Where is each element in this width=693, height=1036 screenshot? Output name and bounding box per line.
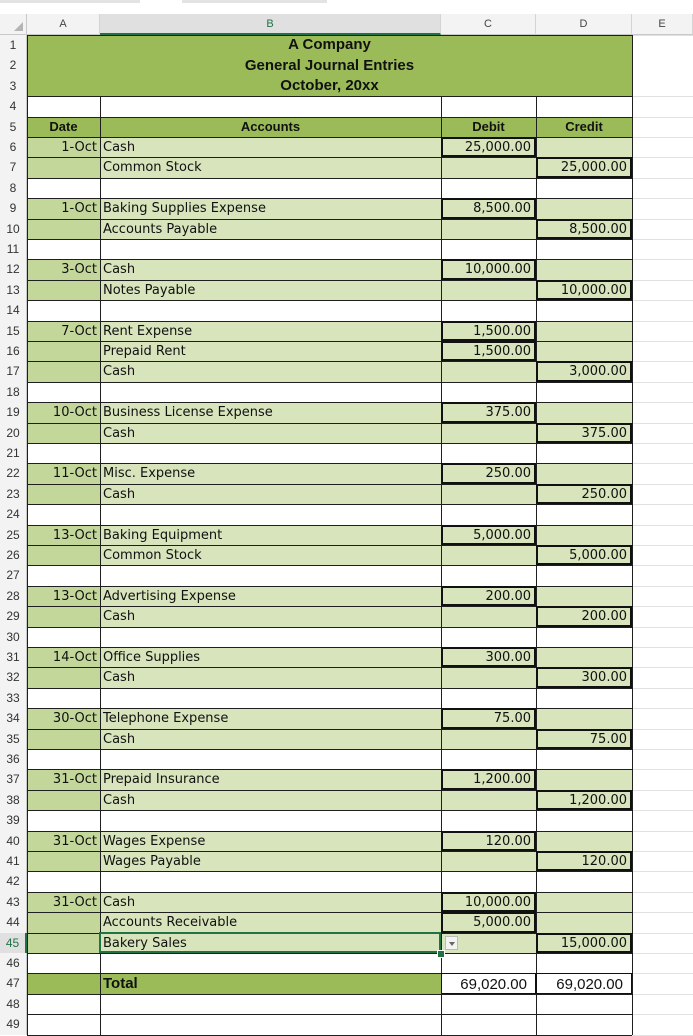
row-border-light bbox=[632, 973, 693, 974]
row-header-11[interactable]: 11 bbox=[0, 239, 27, 259]
row-border bbox=[27, 565, 632, 566]
column-header-c[interactable]: C bbox=[441, 14, 536, 35]
row-border bbox=[27, 994, 632, 995]
row-header-10[interactable]: 10 bbox=[0, 219, 27, 239]
entry-date[interactable] bbox=[27, 912, 100, 933]
entry-credit[interactable] bbox=[536, 463, 632, 484]
header-debit: Debit bbox=[472, 119, 505, 134]
header-accounts: Accounts bbox=[240, 119, 301, 134]
entry-debit[interactable] bbox=[441, 280, 536, 300]
entry-credit[interactable] bbox=[536, 341, 632, 361]
entry-credit[interactable]: 375.00 bbox=[536, 423, 632, 443]
row-border bbox=[27, 239, 632, 240]
row-header-29[interactable]: 29 bbox=[0, 606, 27, 627]
row-border-light bbox=[632, 994, 693, 995]
row-header-32[interactable]: 32 bbox=[0, 667, 27, 688]
entry-date[interactable]: 14-Oct bbox=[52, 650, 97, 665]
entry-date[interactable]: 1-Oct bbox=[61, 201, 97, 216]
entry-debit[interactable]: 375.00 bbox=[441, 402, 536, 423]
entry-account[interactable]: Prepaid Rent bbox=[103, 344, 186, 359]
entry-account[interactable]: Cash bbox=[103, 426, 136, 441]
entry-debit[interactable] bbox=[441, 729, 536, 749]
entry-account[interactable]: Wages Expense bbox=[103, 834, 206, 849]
entry-date[interactable] bbox=[27, 219, 100, 239]
entry-account[interactable]: Bakery Sales bbox=[103, 936, 187, 951]
entry-debit[interactable] bbox=[441, 667, 536, 688]
row-header-39[interactable]: 39 bbox=[0, 810, 27, 831]
row-border-light bbox=[632, 504, 693, 505]
entry-credit[interactable] bbox=[536, 831, 632, 851]
row-border-light bbox=[632, 361, 693, 362]
row-header-6[interactable]: 6 bbox=[0, 137, 27, 157]
row-header-42[interactable]: 42 bbox=[0, 871, 27, 892]
entry-debit[interactable]: 75.00 bbox=[441, 708, 536, 729]
entry-date[interactable]: 31-Oct bbox=[52, 772, 97, 787]
row-border-light bbox=[632, 280, 693, 281]
entry-credit[interactable]: 25,000.00 bbox=[536, 157, 632, 178]
row-border-light bbox=[632, 586, 693, 587]
entry-credit[interactable]: 15,000.00 bbox=[536, 933, 632, 953]
row-header-18[interactable]: 18 bbox=[0, 382, 27, 402]
entry-credit[interactable] bbox=[536, 708, 632, 729]
entry-debit[interactable]: 10,000.00 bbox=[441, 259, 536, 280]
title-report: General Journal Entries bbox=[244, 57, 415, 74]
entry-credit[interactable]: 250.00 bbox=[536, 484, 632, 504]
entry-account[interactable]: Advertising Expense bbox=[103, 589, 236, 604]
entry-account[interactable]: Accounts Receivable bbox=[103, 915, 238, 930]
entry-date[interactable] bbox=[27, 341, 100, 361]
entry-date[interactable] bbox=[27, 606, 100, 627]
row-header-35[interactable]: 35 bbox=[0, 729, 27, 749]
entry-debit[interactable]: 120.00 bbox=[441, 831, 536, 851]
row-border bbox=[27, 953, 632, 954]
entry-account[interactable]: Common Stock bbox=[103, 548, 202, 563]
dropdown-arrow-icon[interactable] bbox=[445, 936, 458, 950]
entry-account[interactable]: Telephone Expense bbox=[103, 711, 229, 726]
row-header-9[interactable]: 9 bbox=[0, 198, 27, 219]
row-border bbox=[27, 443, 632, 444]
entry-account[interactable]: Wages Payable bbox=[103, 854, 201, 869]
row-header-23[interactable]: 23 bbox=[0, 484, 27, 504]
row-header-20[interactable]: 20 bbox=[0, 423, 27, 443]
row-header-1[interactable]: 1 bbox=[0, 35, 27, 55]
entry-debit[interactable] bbox=[441, 790, 536, 810]
entry-credit[interactable]: 8,500.00 bbox=[536, 219, 632, 239]
row-border-light bbox=[632, 953, 693, 954]
entry-account[interactable]: Baking Supplies Expense bbox=[103, 201, 266, 216]
entry-date[interactable]: 30-Oct bbox=[52, 711, 97, 726]
row-border-light bbox=[632, 117, 693, 118]
entry-debit[interactable]: 5,000.00 bbox=[441, 525, 536, 545]
row-border-light bbox=[632, 545, 693, 546]
row-header-25[interactable]: 25 bbox=[0, 525, 27, 545]
row-border bbox=[27, 504, 632, 505]
row-border-light bbox=[632, 871, 693, 872]
row-header-44[interactable]: 44 bbox=[0, 912, 27, 933]
total-debit[interactable]: 69,020.00 bbox=[441, 973, 536, 994]
entry-debit[interactable] bbox=[441, 851, 536, 871]
entry-credit[interactable] bbox=[536, 912, 632, 933]
entry-date[interactable]: 31-Oct bbox=[52, 895, 97, 910]
row-border-light bbox=[632, 667, 693, 668]
row-header-19[interactable]: 19 bbox=[0, 402, 27, 423]
entry-credit[interactable]: 120.00 bbox=[536, 851, 632, 871]
row-header-22[interactable]: 22 bbox=[0, 463, 27, 484]
row-border bbox=[27, 96, 632, 97]
row-header-7[interactable]: 7 bbox=[0, 157, 27, 178]
row-header-33[interactable]: 33 bbox=[0, 688, 27, 708]
total-label: Total bbox=[103, 975, 138, 992]
entry-debit[interactable]: 5,000.00 bbox=[441, 912, 536, 933]
row-header-3[interactable]: 3 bbox=[0, 76, 27, 96]
row-border bbox=[27, 300, 632, 301]
row-header-2[interactable]: 2 bbox=[0, 55, 27, 76]
entry-credit[interactable] bbox=[536, 198, 632, 219]
entry-debit[interactable]: 8,500.00 bbox=[441, 198, 536, 219]
row-border-light bbox=[632, 790, 693, 791]
entry-date[interactable]: 3-Oct bbox=[61, 262, 97, 277]
row-border bbox=[27, 871, 632, 872]
row-border bbox=[27, 178, 632, 179]
row-border-light bbox=[632, 219, 693, 220]
row-border-light bbox=[632, 647, 693, 648]
entry-debit[interactable]: 300.00 bbox=[441, 647, 536, 667]
row-header-14[interactable]: 14 bbox=[0, 300, 27, 321]
row-header-15[interactable]: 15 bbox=[0, 321, 27, 341]
row-border-light bbox=[632, 382, 693, 383]
row-header-45[interactable]: 45 bbox=[0, 933, 27, 953]
row-header-37[interactable]: 37 bbox=[0, 769, 27, 790]
entry-account[interactable]: Cash bbox=[103, 262, 136, 277]
row-border-light bbox=[632, 423, 693, 424]
row-border bbox=[27, 382, 632, 383]
entry-credit[interactable] bbox=[536, 321, 632, 341]
row-border-light bbox=[632, 606, 693, 607]
entry-credit[interactable]: 75.00 bbox=[536, 729, 632, 749]
entry-credit[interactable]: 1,200.00 bbox=[536, 790, 632, 810]
column-header-a[interactable]: A bbox=[27, 14, 100, 35]
row-border-light bbox=[632, 851, 693, 852]
entry-debit[interactable] bbox=[441, 606, 536, 627]
entry-date[interactable]: 13-Oct bbox=[52, 528, 97, 543]
row-border-light bbox=[632, 1014, 693, 1015]
row-header-34[interactable]: 34 bbox=[0, 708, 27, 729]
entry-debit[interactable]: 10,000.00 bbox=[441, 892, 536, 912]
row-border-light bbox=[632, 810, 693, 811]
entry-debit[interactable] bbox=[441, 484, 536, 504]
row-header-13[interactable]: 13 bbox=[0, 280, 27, 300]
entry-credit[interactable] bbox=[536, 892, 632, 912]
row-border bbox=[27, 810, 632, 811]
row-border-light bbox=[632, 157, 693, 158]
entry-date[interactable]: 11-Oct bbox=[52, 466, 97, 481]
row-border-light bbox=[632, 178, 693, 179]
row-border-light bbox=[632, 239, 693, 240]
row-border bbox=[27, 749, 632, 750]
row-border-light bbox=[632, 729, 693, 730]
entry-credit[interactable] bbox=[536, 137, 632, 157]
entry-account[interactable]: Cash bbox=[103, 140, 136, 155]
entry-credit[interactable] bbox=[536, 402, 632, 423]
entry-date[interactable] bbox=[27, 790, 100, 810]
entry-date[interactable] bbox=[27, 545, 100, 565]
entry-account[interactable]: Cash bbox=[103, 732, 136, 747]
row-border-light bbox=[632, 525, 693, 526]
fill-handle[interactable] bbox=[437, 950, 445, 958]
row-header-47[interactable]: 47 bbox=[0, 973, 27, 994]
row-border-light bbox=[632, 96, 693, 97]
header-date: Date bbox=[49, 119, 78, 134]
row-border-light bbox=[632, 627, 693, 628]
row-border-light bbox=[632, 259, 693, 260]
entry-date[interactable] bbox=[27, 667, 100, 688]
entry-credit[interactable]: 5,000.00 bbox=[536, 545, 632, 565]
entry-account[interactable]: Misc. Expense bbox=[103, 466, 196, 481]
row-header-49[interactable]: 49 bbox=[0, 1014, 27, 1035]
row-border-light bbox=[632, 137, 693, 138]
row-border bbox=[27, 1014, 632, 1015]
header-credit: Credit bbox=[565, 119, 603, 134]
entry-account[interactable]: Business License Expense bbox=[103, 405, 273, 420]
entry-date[interactable] bbox=[27, 423, 100, 443]
column-header-e[interactable]: E bbox=[632, 14, 693, 35]
row-border-light bbox=[632, 443, 693, 444]
row-border-light bbox=[632, 933, 693, 934]
entry-debit[interactable] bbox=[441, 219, 536, 239]
row-header-16[interactable]: 16 bbox=[0, 341, 27, 361]
entry-credit[interactable] bbox=[536, 525, 632, 545]
row-border-light bbox=[632, 912, 693, 913]
entry-date[interactable]: 31-Oct bbox=[52, 834, 97, 849]
entry-account[interactable]: Prepaid Insurance bbox=[103, 772, 220, 787]
row-header-12[interactable]: 12 bbox=[0, 259, 27, 280]
column-header-b[interactable]: B bbox=[100, 14, 441, 35]
entry-date[interactable]: 1-Oct bbox=[61, 140, 97, 155]
entry-credit[interactable] bbox=[536, 259, 632, 280]
row-header-5[interactable]: 5 bbox=[0, 117, 27, 137]
col-border bbox=[632, 35, 633, 1035]
entry-account[interactable]: Baking Equipment bbox=[103, 528, 223, 543]
title-company: A Company bbox=[288, 36, 371, 53]
row-header-8[interactable]: 8 bbox=[0, 178, 27, 198]
total-credit[interactable]: 69,020.00 bbox=[536, 973, 632, 994]
row-header-27[interactable]: 27 bbox=[0, 565, 27, 586]
entry-account[interactable]: Cash bbox=[103, 670, 136, 685]
row-border-light bbox=[632, 892, 693, 893]
entry-account[interactable]: Common Stock bbox=[103, 160, 202, 175]
entry-debit[interactable]: 1,500.00 bbox=[441, 341, 536, 361]
entry-credit[interactable]: 200.00 bbox=[536, 606, 632, 627]
entry-date[interactable] bbox=[27, 851, 100, 871]
row-border-light bbox=[632, 463, 693, 464]
entry-debit[interactable] bbox=[441, 361, 536, 382]
entry-date[interactable]: 10-Oct bbox=[52, 405, 97, 420]
entry-date[interactable] bbox=[27, 729, 100, 749]
entry-debit[interactable] bbox=[441, 157, 536, 178]
row-header-43[interactable]: 43 bbox=[0, 892, 27, 912]
entry-credit[interactable] bbox=[536, 769, 632, 790]
formula-bar-edge bbox=[0, 0, 693, 14]
entry-debit[interactable] bbox=[441, 423, 536, 443]
entry-account[interactable]: Cash bbox=[103, 364, 136, 379]
entry-date[interactable] bbox=[27, 361, 100, 382]
title-period: October, 20xx bbox=[280, 77, 379, 94]
entry-date[interactable] bbox=[27, 933, 100, 953]
entry-account[interactable]: Cash bbox=[103, 793, 136, 808]
row-border-light bbox=[632, 688, 693, 689]
row-header-48[interactable]: 48 bbox=[0, 994, 27, 1014]
row-header-40[interactable]: 40 bbox=[0, 831, 27, 851]
row-header-26[interactable]: 26 bbox=[0, 545, 27, 565]
row-border-light bbox=[632, 341, 693, 342]
entry-date[interactable]: 7-Oct bbox=[61, 324, 97, 339]
entry-account[interactable]: Cash bbox=[103, 487, 136, 502]
row-header-46[interactable]: 46 bbox=[0, 953, 27, 973]
entry-date[interactable]: 13-Oct bbox=[52, 589, 97, 604]
entry-debit[interactable]: 1,200.00 bbox=[441, 769, 536, 790]
entry-account[interactable]: Office Supplies bbox=[103, 650, 201, 665]
entry-credit[interactable]: 3,000.00 bbox=[536, 361, 632, 382]
entry-account[interactable]: Rent Expense bbox=[103, 324, 193, 339]
row-border bbox=[27, 627, 632, 628]
row-header-21[interactable]: 21 bbox=[0, 443, 27, 463]
row-border-light bbox=[632, 402, 693, 403]
row-border bbox=[27, 688, 632, 689]
row-border-light bbox=[632, 484, 693, 485]
row-border-light bbox=[632, 321, 693, 322]
entry-credit[interactable] bbox=[536, 586, 632, 606]
row-border-light bbox=[632, 198, 693, 199]
entry-date[interactable] bbox=[27, 280, 100, 300]
row-header-28[interactable]: 28 bbox=[0, 586, 27, 606]
row-header-41[interactable]: 41 bbox=[0, 851, 27, 871]
row-border-light bbox=[632, 300, 693, 301]
entry-credit[interactable]: 10,000.00 bbox=[536, 280, 632, 300]
entry-account[interactable]: Cash bbox=[103, 895, 136, 910]
entry-debit[interactable]: 1,500.00 bbox=[441, 321, 536, 341]
row-header-17[interactable]: 17 bbox=[0, 361, 27, 382]
row-header-31[interactable]: 31 bbox=[0, 647, 27, 667]
entry-date[interactable] bbox=[27, 157, 100, 178]
row-border-light bbox=[632, 749, 693, 750]
row-border-light bbox=[632, 35, 693, 36]
entry-debit[interactable]: 250.00 bbox=[441, 463, 536, 484]
row-border-light bbox=[632, 769, 693, 770]
row-header-36[interactable]: 36 bbox=[0, 749, 27, 769]
entry-debit[interactable]: 200.00 bbox=[441, 586, 536, 606]
entry-account[interactable]: Cash bbox=[103, 609, 136, 624]
row-border-light bbox=[632, 708, 693, 709]
entry-credit[interactable] bbox=[536, 647, 632, 667]
row-header-38[interactable]: 38 bbox=[0, 790, 27, 810]
row-border-light bbox=[632, 831, 693, 832]
entry-account[interactable]: Notes Payable bbox=[103, 283, 196, 298]
row-header-30[interactable]: 30 bbox=[0, 627, 27, 647]
entry-credit[interactable]: 300.00 bbox=[536, 667, 632, 688]
row-border-light bbox=[632, 565, 693, 566]
select-all-corner[interactable] bbox=[0, 14, 27, 35]
column-header-d[interactable]: D bbox=[536, 14, 632, 35]
entry-debit[interactable]: 25,000.00 bbox=[441, 137, 536, 157]
entry-date[interactable] bbox=[27, 484, 100, 504]
entry-debit[interactable] bbox=[441, 545, 536, 565]
row-header-24[interactable]: 24 bbox=[0, 504, 27, 525]
row-header-4[interactable]: 4 bbox=[0, 96, 27, 117]
entry-account[interactable]: Accounts Payable bbox=[103, 222, 218, 237]
